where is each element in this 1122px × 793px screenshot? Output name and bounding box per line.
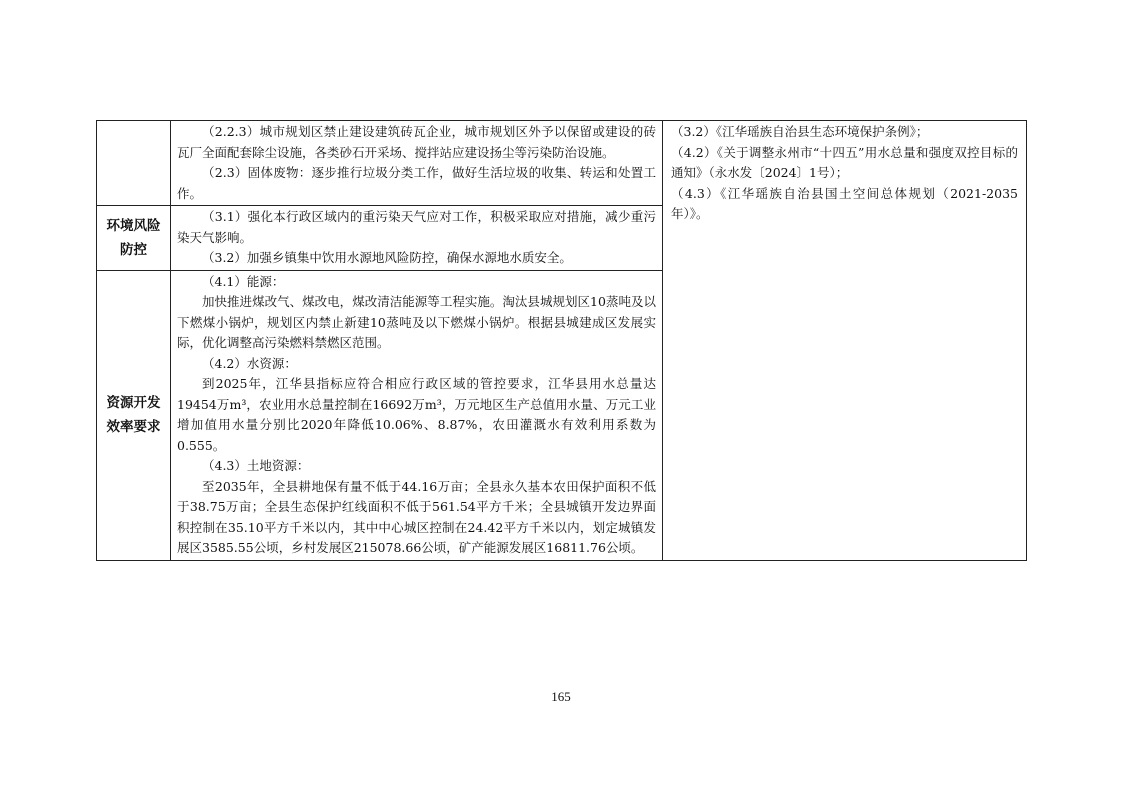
content-cell-pollution — [171, 121, 663, 206]
paragraph: （4.1）能源： — [202, 273, 285, 289]
row-label-risk — [97, 206, 171, 271]
paragraph: 加快推进煤改气、煤改电，煤改清洁能源等工程实施。淘汰县城规划区10蒸吨及以下燃煤小锅炉，规划区内禁止新建10蒸吨及以下燃煤小锅炉。根据县城建成区发展实际，优化调整高污染燃料禁燃区范围。 — [177, 294, 656, 350]
regulation-table — [96, 120, 1027, 561]
row-label-line: 资源开发 — [106, 395, 161, 411]
page-number: 165 — [551, 689, 571, 704]
reference-cell — [663, 121, 1027, 561]
paragraph: （2.3）固体废物：逐步推行垃圾分类工作，做好生活垃圾的收集、转运和处置工作。 — [177, 165, 656, 201]
paragraph: （3.1）强化本行政区域内的重污染天气应对工作，积极采取应对措施，减少重污染天气影响。 — [177, 209, 656, 245]
table-row-pollution — [97, 121, 1027, 206]
reference-item: （3.2）《江华瑶族自治县生态环境保护条例》； — [671, 124, 929, 139]
paragraph: （3.2）加强乡镇集中饮用水源地风险防控，确保水源地水质安全。 — [202, 250, 572, 265]
paragraph: 到2025年，江华县指标应符合相应行政区域的管控要求，江华县用水总量达19454万m³，农业用水总量控制在16692万m³，万元地区生产总值用水量、万元工业增加值用水量分别比2020年降低10.06%、8.87%，农田灌溉水有效利用系数为0.555。 — [177, 376, 656, 453]
reference-item: （4.3）《江华瑶族自治县国土空间总体规划（2021-2035年）》。 — [671, 185, 1018, 221]
row-label-empty — [97, 121, 171, 206]
content-cell-risk — [171, 206, 663, 271]
row-label-line: 效率要求 — [106, 419, 161, 435]
reference-item: （4.2）《关于调整永州市“十四五”用水总量和强度双控目标的通知》（永水发〔2024〕1号）； — [671, 144, 1018, 180]
paragraph: （4.3）土地资源： — [202, 458, 310, 473]
row-label-line: 防控 — [120, 241, 147, 258]
row-label-resource — [97, 270, 171, 560]
content-cell-resource — [171, 270, 663, 560]
paragraph: （2.2.3）城市规划区禁止建设建筑砖瓦企业，城市规划区外予以保留或建设的砖瓦厂全面配套除尘设施，各类砂石开采场、搅拌站应建设扬尘等污染防治设施。 — [177, 124, 656, 160]
paragraph: 至2035年，全县耕地保有量不低于44.16万亩；全县永久基本农田保护面积不低于38.75万亩；全县生态保护红线面积不低于561.54平方千米；全县城镇开发边界面积控制在35.10平方千米以内，其中中心城区控制在24.42平方千米以内，划定城镇发展区3585.55公顷，乡村发展区215078.66公顷，矿产能源发展区16811.76公顷。 — [177, 478, 656, 555]
paragraph: （4.2）水资源： — [202, 355, 297, 371]
row-label-line: 环境风险 — [106, 217, 161, 234]
